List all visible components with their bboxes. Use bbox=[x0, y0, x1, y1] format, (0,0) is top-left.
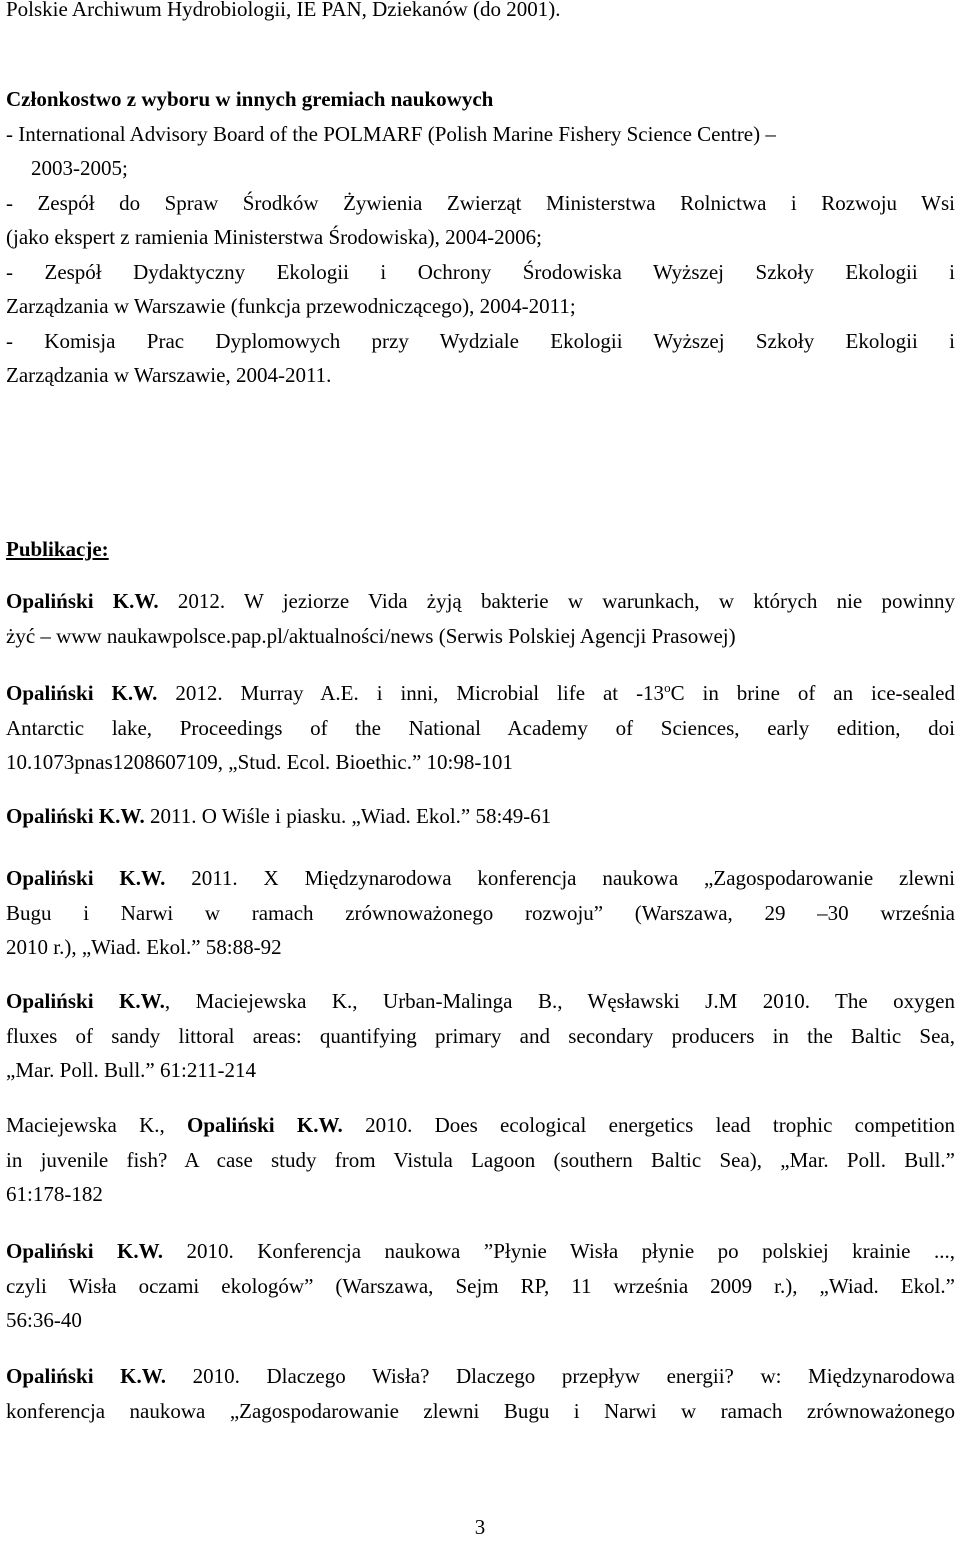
publication-text: 2010. Dlaczego Wisła? Dlaczego przepływ energii? w: Międzynarodowa bbox=[166, 1364, 955, 1388]
publication-entry bbox=[6, 1234, 955, 1338]
publication-text: 2010. Konferencja naukowa ”Płynie Wisła płynie po polskiej krainie ..., bbox=[162, 1239, 955, 1263]
author-name: Opaliński K.W. bbox=[6, 1364, 167, 1388]
publication-entry bbox=[6, 861, 955, 965]
publication-line bbox=[6, 1108, 955, 1143]
membership-heading: Członkostwo z wyboru w innych gremiach naukowych bbox=[6, 87, 494, 111]
publication-line: 56:36-40 bbox=[6, 1308, 82, 1332]
publication-entry bbox=[6, 799, 955, 834]
publication-line bbox=[6, 676, 955, 711]
membership-section bbox=[6, 82, 955, 393]
degree-superscript: o bbox=[664, 680, 671, 695]
membership-item-3-line-1: - Zespół Dydaktyczny Ekologii i Ochrony Środowiska Wyższej Szkoły Ekologii i bbox=[6, 259, 955, 284]
publication-text: Maciejewska K., bbox=[6, 1113, 188, 1137]
publication-text: , Maciejewska K., Urban-Malinga B., Węsławski J.M 2010. The oxygen bbox=[164, 989, 955, 1013]
publication-line: Antarctic lake, Proceedings of the National Academy of Sciences, early edition, doi bbox=[6, 715, 955, 740]
publications-heading: Publikacje: bbox=[6, 537, 109, 561]
publication-line: in juvenile fish? A case study from Vistula Lagoon (southern Baltic Sea), „Mar. Poll. Bull.” bbox=[6, 1147, 955, 1172]
publication-entry bbox=[6, 1359, 955, 1428]
membership-item-2-line-1: - Zespół do Spraw Środków Żywienia Zwierząt Ministerstwa Rolnictwa i Rozwoju Wsi bbox=[6, 190, 955, 215]
author-name: Opaliński K.W. bbox=[6, 1239, 163, 1263]
membership-item-1-line-2: 2003-2005; bbox=[31, 156, 128, 180]
publication-line: konferencja naukowa „Zagospodarowanie zlewni Bugu i Narwi w ramach zrównoważonego bbox=[6, 1398, 955, 1423]
publication-text: 2010. Does ecological energetics lead trophic competition bbox=[342, 1113, 955, 1137]
publication-line bbox=[6, 799, 955, 834]
membership-item-1-line-1: - International Advisory Board of the POLMARF (Polish Marine Fishery Science Centre) – bbox=[6, 121, 776, 146]
publication-text: C in brine of an ice-sealed bbox=[670, 681, 955, 705]
publication-line: czyli Wisła oczami ekologów” (Warszawa, Sejm RP, 11 września 2009 r.), „Wiad. Ekol.” bbox=[6, 1273, 955, 1298]
membership-item-3-line-2: Zarządzania w Warszawie (funkcja przewodniczącego), 2004-2011; bbox=[6, 294, 576, 318]
publication-entry bbox=[6, 1108, 955, 1212]
membership-item-2-line-2: (jako ekspert z ramienia Ministerstwa Środowiska), 2004-2006; bbox=[6, 225, 542, 249]
publication-line: fluxes of sandy littoral areas: quantifying primary and secondary producers in the Baltic Sea, bbox=[6, 1023, 955, 1048]
publication-entry bbox=[6, 984, 955, 1088]
publication-text: 2012. W jeziorze Vida żyją bakterie w warunkach, w których nie powinny bbox=[158, 589, 955, 613]
membership-item-4-line-1: - Komisja Prac Dyplomowych przy Wydziale Ekologii Wyższej Szkoły Ekologii i bbox=[6, 328, 955, 353]
publication-line bbox=[6, 1359, 955, 1394]
publication-line bbox=[6, 584, 955, 619]
publication-line: 2010 r.), „Wiad. Ekol.” 58:88-92 bbox=[6, 935, 282, 959]
author-name: Opaliński K.W. bbox=[187, 1113, 343, 1137]
publication-line: żyć – www naukawpolsce.pap.pl/aktualności/news (Serwis Polskiej Agencji Prasowej) bbox=[6, 623, 736, 648]
author-name: Opaliński K.W. bbox=[6, 866, 166, 890]
intro-text bbox=[6, 0, 561, 27]
publication-line bbox=[6, 984, 955, 1019]
publication-line: 10.1073pnas1208607109, „Stud. Ecol. Bioethic.” 10:98-101 bbox=[6, 750, 513, 774]
publication-text: 2012. Murray A.E. i inni, Microbial life at -13 bbox=[157, 681, 665, 705]
publication-entry bbox=[6, 676, 955, 780]
author-name: Opaliński K.W. bbox=[6, 989, 165, 1013]
author-name: Opaliński K.W. bbox=[6, 589, 159, 613]
publication-line bbox=[6, 1234, 955, 1269]
publication-line bbox=[6, 861, 955, 896]
publication-line: 61:178-182 bbox=[6, 1182, 103, 1206]
publication-text: 2011. O Wiśle i piasku. „Wiad. Ekol.” 58:49-61 bbox=[144, 804, 552, 828]
page-number: 3 bbox=[474, 1515, 486, 1539]
publication-entry bbox=[6, 584, 955, 653]
author-name: Opaliński K.W. bbox=[6, 681, 158, 705]
publication-text: 2011. X Międzynarodowa konferencja naukowa „Zagospodarowanie zlewni bbox=[165, 866, 955, 890]
publication-line: „Mar. Poll. Bull.” 61:211-214 bbox=[6, 1058, 257, 1082]
intro-line: Polskie Archiwum Hydrobiologii, IE PAN, Dziekanów (do 2001). bbox=[6, 0, 561, 21]
author-name: Opaliński K.W. bbox=[6, 804, 145, 828]
publication-line: Bugu i Narwi w ramach zrównoważonego rozwoju” (Warszawa, 29 –30 września bbox=[6, 900, 955, 925]
membership-item-4-line-2: Zarządzania w Warszawie, 2004-2011. bbox=[6, 363, 332, 387]
